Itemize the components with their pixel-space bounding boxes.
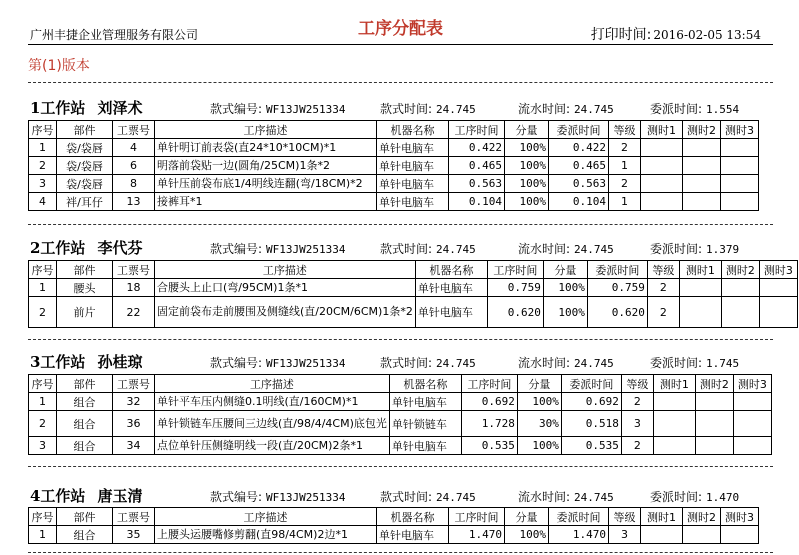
cell-desc: 单针锁链车压腰间三边线(直/98/4/4CM)底包光 [155,411,390,437]
meta-label: 款式编号: [210,490,263,504]
column-header: 机器名称 [377,508,449,526]
meta-label: 款式时间: [380,102,433,116]
cell-share: 100% [505,526,549,544]
column-header: 测时1 [679,261,721,279]
cell-assign: 0.759 [587,279,647,297]
meta-style-time [380,354,476,371]
column-header: 工票号 [113,261,155,279]
column-header: 机器名称 [415,261,487,279]
cell-share: 100% [505,157,549,175]
operations-table [28,374,772,455]
column-header: 测时3 [759,261,797,279]
meta-label: 流水时间: [518,102,571,116]
meta-value: 1.379 [706,243,740,256]
meta-label: 款式编号: [210,242,263,256]
cell-measure [641,139,683,157]
column-header: 工序描述 [155,121,377,139]
section-divider [28,224,773,225]
column-header: 测时2 [721,261,759,279]
cell-grade: 1 [609,193,641,211]
cell-no: 1 [29,279,57,297]
cell-measure [641,526,683,544]
cell-no: 3 [29,437,57,455]
cell-measure [653,411,695,437]
cell-measure [641,193,683,211]
cell-share: 30% [517,411,561,437]
meta-value: WF13JW251334 [266,357,346,370]
cell-measure [679,297,721,328]
cell-no: 4 [29,193,57,211]
column-header: 等级 [609,121,641,139]
cell-grade: 2 [647,279,679,297]
meta-style-time [380,240,476,257]
meta-label: 流水时间: [518,356,571,370]
table-header-row [29,508,759,526]
version-label: 第(1)版本 [28,58,90,74]
meta-flow-time [518,100,614,117]
cell-no: 1 [29,139,57,157]
section-divider [28,466,773,467]
meta-style-no [210,100,346,117]
station-title [30,237,142,258]
cell-measure [683,526,721,544]
station-title [30,485,142,506]
cell-desc: 上腰头运腰嘴修剪翻(直98/4CM)2边*1 [155,526,377,544]
cell-ticket: 13 [113,193,155,211]
section-divider [28,552,773,553]
cell-assign: 0.692 [561,393,621,411]
worker-name: 刘泽术 [97,99,143,117]
cell-ticket: 34 [113,437,155,455]
meta-label: 委派时间: [650,490,703,504]
section-divider [28,339,773,340]
cell-grade: 3 [621,411,653,437]
meta-assign-time [650,240,739,257]
meta-value: WF13JW251334 [266,491,346,504]
cell-assign: 1.470 [549,526,609,544]
column-header: 委派时间 [549,508,609,526]
column-header: 部件 [57,261,113,279]
station-header [28,485,773,505]
station-name: 2工作站 [30,239,86,257]
meta-value: 24.745 [574,357,614,370]
cell-grade: 2 [609,139,641,157]
column-header: 测时1 [641,121,683,139]
cell-measure [679,279,721,297]
cell-assign: 0.563 [549,175,609,193]
cell-assign: 0.465 [549,157,609,175]
meta-style-no [210,488,346,505]
cell-measure [653,393,695,411]
column-header: 工序时间 [449,121,505,139]
column-header: 分量 [505,121,549,139]
table-row [29,297,798,328]
cell-measure [733,437,771,455]
cell-time: 1.470 [449,526,505,544]
cell-time: 0.563 [449,175,505,193]
station-title [30,351,142,372]
column-header: 分量 [505,508,549,526]
cell-share: 100% [505,139,549,157]
table-header-row [29,261,798,279]
cell-desc: 单针平车压内侧缝0.1明线(直/160CM)*1 [155,393,390,411]
column-header: 工序时间 [461,375,517,393]
cell-no: 2 [29,157,57,175]
cell-grade: 2 [621,437,653,455]
cell-machine: 单针电脑车 [377,193,449,211]
cell-grade: 3 [609,526,641,544]
meta-label: 流水时间: [518,242,571,256]
cell-ticket: 36 [113,411,155,437]
column-header: 等级 [621,375,653,393]
cell-part: 袋/袋唇 [57,157,113,175]
cell-machine: 单针电脑车 [377,175,449,193]
meta-value: 1.554 [706,103,740,116]
cell-measure [721,526,759,544]
table-row [29,193,759,211]
column-header: 工票号 [113,375,155,393]
table-row [29,157,759,175]
meta-value: WF13JW251334 [266,243,346,256]
operations-table [28,120,759,211]
cell-assign: 0.535 [561,437,621,455]
meta-value: 24.745 [436,243,476,256]
cell-no: 1 [29,526,57,544]
cell-measure [683,193,721,211]
meta-flow-time [518,240,614,257]
cell-assign: 0.422 [549,139,609,157]
meta-label: 委派时间: [650,356,703,370]
cell-time: 0.535 [461,437,517,455]
table-row [29,175,759,193]
cell-no: 2 [29,411,57,437]
cell-share: 100% [505,193,549,211]
cell-measure [683,139,721,157]
column-header: 序号 [29,375,57,393]
cell-grade: 1 [609,157,641,175]
cell-desc: 单针明订前表袋(直24*10*10CM)*1 [155,139,377,157]
meta-label: 款式时间: [380,356,433,370]
cell-share: 100% [543,297,587,328]
cell-measure [695,411,733,437]
meta-label: 委派时间: [650,242,703,256]
cell-part: 袢/耳仔 [57,193,113,211]
table-row [29,279,798,297]
meta-value: 24.745 [574,491,614,504]
cell-time: 0.422 [449,139,505,157]
cell-grade: 2 [647,297,679,328]
cell-ticket: 18 [113,279,155,297]
meta-label: 款式时间: [380,490,433,504]
column-header: 测时1 [653,375,695,393]
cell-desc: 固定前袋布走前腰围及侧缝线(直/20CM/6CM)1条*2 [155,297,416,328]
cell-measure [759,297,797,328]
meta-value: 24.745 [574,103,614,116]
column-header: 测时2 [683,508,721,526]
cell-part: 组合 [57,393,113,411]
column-header: 测时3 [733,375,771,393]
cell-measure [721,297,759,328]
meta-style-time [380,488,476,505]
column-header: 工序描述 [155,508,377,526]
column-header: 部件 [57,375,113,393]
table-row [29,437,772,455]
station-header [28,97,773,117]
cell-measure [733,411,771,437]
cell-desc: 接裤耳*1 [155,193,377,211]
cell-measure [653,437,695,455]
column-header: 等级 [609,508,641,526]
cell-measure [641,175,683,193]
column-header: 测时2 [695,375,733,393]
cell-share: 100% [517,437,561,455]
column-header: 委派时间 [561,375,621,393]
cell-desc: 明落前袋贴一边(圆角/25CM)1条*2 [155,157,377,175]
cell-no: 3 [29,175,57,193]
cell-time: 1.728 [461,411,517,437]
cell-assign: 0.518 [561,411,621,437]
meta-style-no [210,354,346,371]
cell-time: 0.692 [461,393,517,411]
meta-style-time [380,100,476,117]
cell-time: 0.759 [487,279,543,297]
station-name: 3工作站 [30,353,86,371]
cell-machine: 单针电脑车 [389,437,461,455]
cell-time: 0.620 [487,297,543,328]
print-time [591,24,761,44]
cell-ticket: 8 [113,175,155,193]
cell-grade: 2 [621,393,653,411]
company-name: 广州丰捷企业管理服务有限公司 [30,28,199,42]
cell-share: 100% [517,393,561,411]
cell-grade: 2 [609,175,641,193]
meta-label: 流水时间: [518,490,571,504]
cell-measure [641,157,683,175]
meta-value: 24.745 [436,103,476,116]
column-header: 等级 [647,261,679,279]
meta-value: 1.470 [706,491,740,504]
report-title: 工序分配表 [358,19,443,39]
meta-style-no [210,240,346,257]
table-row [29,526,759,544]
column-header: 序号 [29,121,57,139]
cell-part: 组合 [57,437,113,455]
meta-value: 24.745 [574,243,614,256]
column-header: 工票号 [113,121,155,139]
cell-machine: 单针电脑车 [377,157,449,175]
column-header: 工票号 [113,508,155,526]
table-row [29,139,759,157]
cell-part: 组合 [57,526,113,544]
column-header: 测时2 [683,121,721,139]
cell-measure [733,393,771,411]
cell-desc: 点位单针压侧缝明线一段(直/20CM)2条*1 [155,437,390,455]
column-header: 序号 [29,508,57,526]
column-header: 序号 [29,261,57,279]
cell-no: 2 [29,297,57,328]
cell-machine: 单针电脑车 [377,139,449,157]
cell-ticket: 35 [113,526,155,544]
column-header: 委派时间 [587,261,647,279]
column-header: 工序描述 [155,375,390,393]
table-header-row [29,375,772,393]
cell-time: 0.465 [449,157,505,175]
column-header: 部件 [57,121,113,139]
cell-desc: 单针压前袋布底1/4明线连翻(弯/18CM)*2 [155,175,377,193]
cell-measure [683,175,721,193]
column-header: 测时3 [721,121,759,139]
column-header: 测时3 [721,508,759,526]
column-header: 工序时间 [487,261,543,279]
cell-no: 1 [29,393,57,411]
cell-machine: 单针电脑车 [389,393,461,411]
meta-flow-time [518,488,614,505]
cell-machine: 单针电脑车 [415,297,487,328]
table-row [29,393,772,411]
cell-part: 袋/袋唇 [57,175,113,193]
meta-flow-time [518,354,614,371]
meta-value: WF13JW251334 [266,103,346,116]
table-header-row [29,121,759,139]
cell-part: 腰头 [57,279,113,297]
meta-label: 款式编号: [210,102,263,116]
column-header: 分量 [517,375,561,393]
meta-assign-time [650,100,739,117]
cell-machine: 单针锁链车 [389,411,461,437]
cell-measure [759,279,797,297]
cell-time: 0.104 [449,193,505,211]
cell-machine: 单针电脑车 [415,279,487,297]
meta-value: 24.745 [436,491,476,504]
station-title [30,97,142,118]
cell-measure [695,393,733,411]
column-header: 机器名称 [377,121,449,139]
cell-measure [721,193,759,211]
station-header [28,351,773,371]
cell-ticket: 22 [113,297,155,328]
table-row [29,411,772,437]
column-header: 工序时间 [449,508,505,526]
cell-measure [721,175,759,193]
section-divider [28,82,773,83]
station-name: 4工作站 [30,487,86,505]
station-header [28,237,773,257]
report-header [28,0,773,45]
operations-table [28,507,759,544]
column-header: 机器名称 [389,375,461,393]
column-header: 委派时间 [549,121,609,139]
cell-ticket: 4 [113,139,155,157]
cell-machine: 单针电脑车 [377,526,449,544]
cell-part: 前片 [57,297,113,328]
cell-assign: 0.104 [549,193,609,211]
column-header: 部件 [57,508,113,526]
meta-label: 款式编号: [210,356,263,370]
cell-share: 100% [505,175,549,193]
column-header: 工序描述 [155,261,416,279]
meta-value: 24.745 [436,357,476,370]
worker-name: 唐玉清 [97,487,143,505]
worker-name: 孙桂琼 [97,353,143,371]
cell-measure [683,157,721,175]
cell-measure [721,279,759,297]
operations-table [28,260,798,328]
meta-assign-time [650,354,739,371]
print-time-label: 打印时间: [590,27,652,43]
column-header: 测时1 [641,508,683,526]
cell-part: 袋/袋唇 [57,139,113,157]
meta-label: 委派时间: [650,102,703,116]
cell-measure [695,437,733,455]
cell-part: 组合 [57,411,113,437]
cell-share: 100% [543,279,587,297]
cell-ticket: 32 [113,393,155,411]
worker-name: 李代芬 [97,239,143,257]
cell-measure [721,139,759,157]
cell-desc: 合腰头上止口(弯/95CM)1条*1 [155,279,416,297]
meta-label: 款式时间: [380,242,433,256]
meta-assign-time [650,488,739,505]
print-time-value: 2016-02-05 13:54 [653,28,761,42]
station-name: 1工作站 [30,99,86,117]
meta-value: 1.745 [706,357,740,370]
cell-ticket: 6 [113,157,155,175]
cell-measure [721,157,759,175]
column-header: 分量 [543,261,587,279]
cell-assign: 0.620 [587,297,647,328]
